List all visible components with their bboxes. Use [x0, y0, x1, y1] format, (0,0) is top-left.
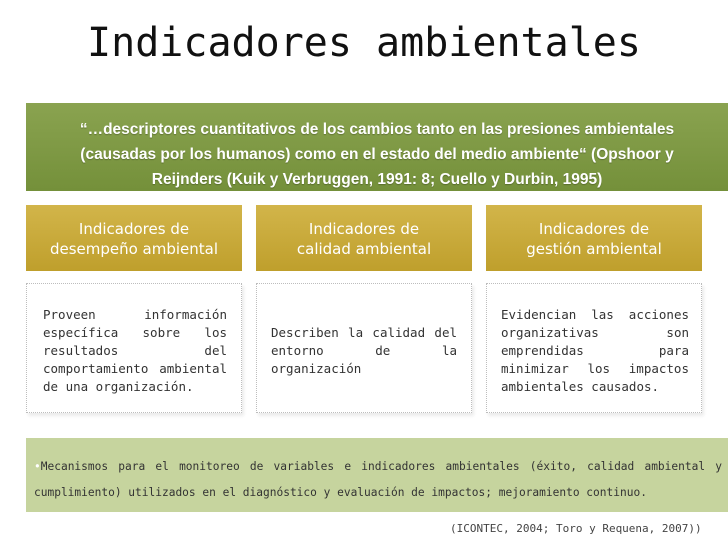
definition-quote-box: “…descriptores cuantitativos de los cambios tanto en las presiones ambientales (causadas por los humanos) como en el estado del medio ambiente“ (Opshoor y Reijnders (Kuik y Verbruggen, 1991: 8; Cuello y Durbin, 1995): [26, 103, 728, 191]
category-calidad-line1: Indicadores de: [308, 220, 420, 238]
description-desempeno-box: [26, 283, 242, 413]
category-gestion-line2: gestión ambiental: [526, 240, 662, 258]
category-gestion-box: [486, 205, 702, 271]
category-calidad-line2: calidad ambiental: [296, 240, 432, 258]
description-gestion-box: [486, 283, 702, 413]
description-calidad-box: [256, 283, 472, 413]
slide-title: Indicadores ambientales: [87, 20, 641, 66]
description-gestion-text: Evidencian las acciones organizativas son emprendidas para minimizar los impactos ambientales causados.: [501, 307, 689, 394]
category-gestion-line1: Indicadores de: [538, 220, 650, 238]
citation-text: (ICONTEC, 2004; Toro y Requena, 2007)): [450, 522, 702, 535]
summary-box: [26, 438, 728, 512]
description-desempeno-text: Proveen información específica sobre los resultados del comportamiento ambiental de una organización.: [43, 307, 227, 394]
description-calidad-text: Describen la calidad del entorno de la organización: [271, 325, 457, 376]
category-desempeno-line1: Indicadores de: [78, 220, 190, 238]
summary-bullet-icon: •: [34, 460, 41, 473]
category-desempeno-box: [26, 205, 242, 271]
category-calidad-box: [256, 205, 472, 271]
summary-text: Mecanismos para el monitoreo de variables e indicadores ambientales (éxito, calidad ambiental y cumplimiento) utilizados en el diagnóstico y evaluación de impactos; mejoramiento continuo.: [34, 460, 722, 499]
category-desempeno-line2: desempeño ambiental: [49, 240, 219, 258]
